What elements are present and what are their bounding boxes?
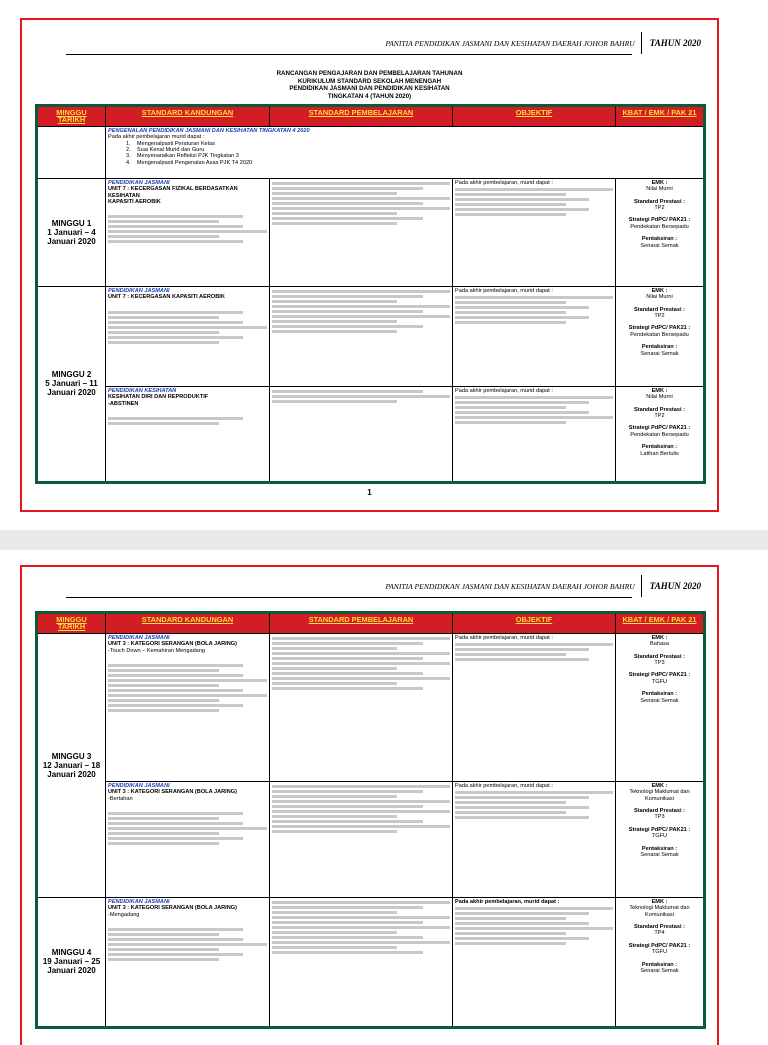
week-label: MINGGU 3: [51, 751, 92, 761]
tp-value: TP3: [654, 660, 665, 667]
pentaksiran-value: Senarai Semak: [640, 968, 679, 975]
pdpc-value: TGFU: [651, 833, 668, 840]
tp-value: TP3: [654, 814, 665, 821]
objektif-cell: [453, 178, 616, 286]
standard-pembelajaran-cell: [270, 633, 453, 781]
emk-value: Teknologi Maklumat dan Komunikasi: [629, 905, 690, 918]
objektif-cell: [453, 781, 616, 897]
standard-kandungan-cell: [106, 286, 270, 386]
standard-kandungan-cell: [106, 386, 270, 482]
intro-cell: [106, 126, 705, 178]
unit-label: KESIHATAN DIRI DAN REPRODUKTIF: [108, 394, 209, 401]
unit-label: UNIT 7 : KECERGASAN FIZIKAL BERDASATKAN KESIHATAN: [108, 186, 238, 199]
week-dates: 5 Januari – 11 Januari 2020: [45, 379, 98, 398]
objektif-lead: Pada akhir pembelajaran, murid dapat :: [455, 782, 553, 789]
table-row: [37, 178, 705, 286]
column-header-standard-kandungan: STANDARD KANDUNGAN: [106, 106, 270, 127]
column-header-standard-pembelajaran: STANDARD PEMBELAJARAN: [270, 613, 453, 634]
week-label: MINGGU 2: [51, 370, 92, 380]
column-header-standard-kandungan: STANDARD KANDUNGAN: [106, 613, 270, 634]
column-header-objektif: OBJEKTIF: [453, 613, 616, 634]
column-header-kbat: KBAT / EMK / PAK 21: [616, 613, 705, 634]
topic-label: -Mengadang: [108, 911, 140, 918]
subject-label: PENDIDIKAN JASMANI: [108, 287, 170, 294]
table-row-intro: [37, 126, 705, 178]
page-header: [386, 32, 702, 54]
topic-label: KAPASITI AEROBIK: [108, 199, 161, 206]
standard-pembelajaran-cell: [270, 897, 453, 1027]
title-line-4: TINGKATAN 4 (TAHUN 2020): [327, 92, 412, 100]
week-dates: 12 Januari – 18 Januari 2020: [42, 760, 101, 779]
subject-label: PENDIDIKAN JASMANI: [108, 782, 170, 789]
objektif-lead: Pada akhir pembelajaran, murid dapat :: [455, 898, 560, 905]
pdpc-value: TGFU: [651, 678, 668, 685]
standard-kandungan-cell: [106, 178, 270, 286]
tp-value: TP4: [654, 930, 665, 937]
list-item: 3. Menyenaraikan Refleksi PJK Tingkatan 3: [126, 153, 239, 160]
subject-label: PENDIDIKAN JASMANI: [108, 898, 170, 905]
topic-label: -Touch Down – Kemahiran Mengadang: [108, 647, 206, 654]
subject-label: PENDIDIKAN JASMANI: [108, 179, 170, 186]
list-item: 2. Suai Kenal Murid dan Guru: [126, 147, 205, 154]
list-item: 4. Mengenalpasti Pengenalan Asas PJK T4 2020: [126, 159, 253, 166]
lesson-plan-table-page-1: [35, 104, 706, 484]
kbat-cell: EMK : Bahasa Standard Prestasi : TP3 Strategi PdPC/ PAK21 : TGFU Pentaksiran : Senarai Semak: [616, 633, 705, 781]
intro-week-cell: [37, 126, 106, 178]
objektif-cell: [453, 633, 616, 781]
pentaksiran-value: Senarai Semak: [640, 242, 679, 249]
emk-value: Bahasa: [650, 641, 669, 648]
standard-pembelajaran-cell: [270, 286, 453, 386]
tp-value: TP2: [654, 313, 665, 320]
table-row: [37, 781, 705, 897]
unit-label: UNIT 7 : KECERGASAN KAPASITI AEROBIK: [108, 294, 225, 301]
tp-value: TP2: [654, 413, 665, 420]
column-header-week: MINGGU TARIKH: [37, 613, 106, 634]
week-cell: [37, 286, 106, 482]
intro-list: [108, 141, 701, 167]
intro-lead: Pada akhir pembelajaran murid dapat :: [108, 134, 205, 141]
topic-label: -ABSTINEN: [108, 400, 139, 407]
document-page-2: [20, 565, 719, 1045]
unit-label: UNIT 3 : KATEGORI SERANGAN (BOLA JARING): [108, 905, 237, 912]
pdpc-value: TGFU: [651, 949, 668, 956]
lesson-plan-table-page-2: [35, 611, 706, 1029]
table-header-row: [37, 106, 705, 127]
objektif-lead: Pada akhir pembelajaran, murid dapat :: [455, 179, 553, 186]
objektif-lead: Pada akhir pembelajaran, murid dapat :: [455, 287, 553, 294]
topic-label: -Bertahan: [108, 795, 133, 802]
objektif-cell: [453, 286, 616, 386]
week-cell: [37, 897, 106, 1027]
objektif-cell: [453, 897, 616, 1027]
header-rule: [66, 597, 632, 598]
document-title: [22, 70, 717, 100]
pdpc-value: Pendekatan Bersepadu: [630, 223, 689, 230]
page-separator: [0, 530, 768, 550]
unit-label: UNIT 3 : KATEGORI SERANGAN (BOLA JARING): [108, 641, 237, 648]
table-row: [37, 286, 705, 386]
kbat-cell: EMK : Teknologi Maklumat dan Komunikasi Standard Prestasi : TP4 Strategi PdPC/ PAK21 : TGFU Pentaksiran : Senarai Semak: [616, 897, 705, 1027]
table-header-row: [37, 613, 705, 634]
intro-heading: PENGENALAN PENDIDIKAN JASMANI DAN KESIHATAN TINGKATAN 4 2020: [108, 127, 310, 134]
table-row: [37, 386, 705, 482]
pentaksiran-value: Senarai Semak: [640, 350, 679, 357]
organization-name: PANITIA PENDIDIKAN JASMANI DAN KESIHATAN DAERAH JOHOR BAHRU: [385, 38, 635, 48]
title-line-1: RANCANGAN PENGAJARAN DAN PEMBELAJARAN TAHUNAN: [276, 70, 463, 77]
organization-name: PANITIA PENDIDIKAN JASMANI DAN KESIHATAN DAERAH JOHOR BAHRU: [385, 581, 635, 591]
pdpc-value: Pendekatan Bersepadu: [630, 431, 689, 438]
standard-pembelajaran-cell: [270, 178, 453, 286]
week-label: MINGGU 1: [51, 218, 92, 228]
kbat-cell: EMK : Nilai Murni Standard Prestasi : TP2 Strategi PdPC/ PAK21 : Pendekatan Bersepadu Pentaksiran : Senarai Semak: [616, 178, 705, 286]
pdpc-value: Pendekatan Bersepadu: [630, 331, 689, 338]
document-page-1: [20, 18, 719, 512]
unit-label: UNIT 3 : KATEGORI SERANGAN (BOLA JARING): [108, 789, 237, 796]
emk-value: Nilai Murni: [646, 186, 673, 193]
standard-pembelajaran-cell: [270, 781, 453, 897]
year-label: TAHUN 2020: [641, 32, 701, 54]
kbat-cell: EMK : Teknologi Maklumat dan Komunikasi Standard Prestasi : TP3 Strategi PdPC/ PAK21 : TGFU Pentaksiran : Senarai Semak: [616, 781, 705, 897]
objektif-cell: [453, 386, 616, 482]
week-dates: 1 Januari – 4 Januari 2020: [47, 227, 96, 246]
subject-label: PENDIDIKAN JASMANI: [108, 634, 170, 641]
column-header-objektif: OBJEKTIF: [453, 106, 616, 127]
pentaksiran-value: Senarai Semak: [640, 697, 679, 704]
objektif-lead: Pada akhir pembelajaran, murid dapat :: [455, 634, 553, 641]
page-header: [386, 575, 702, 597]
emk-value: Nilai Murni: [646, 394, 673, 401]
tp-value: TP2: [654, 205, 665, 212]
week-cell: [37, 633, 106, 897]
week-cell: [37, 178, 106, 286]
page-number: 1: [367, 488, 372, 497]
subject-label: PENDIDIKAN KESIHATAN: [108, 387, 177, 394]
standard-kandungan-cell: [106, 781, 270, 897]
title-line-3: PENDIDIKAN JASMANI DAN PENDIDIKAN KESIHATAN: [289, 85, 450, 93]
column-header-week: MINGGU TARIKH: [37, 106, 106, 127]
standard-kandungan-cell: [106, 633, 270, 781]
year-label: TAHUN 2020: [641, 575, 701, 597]
table-row: [37, 897, 705, 1027]
column-header-kbat: KBAT / EMK / PAK 21: [616, 106, 705, 127]
pentaksiran-value: Latihan Bertulis: [640, 450, 679, 457]
week-label: MINGGU 4: [51, 948, 92, 958]
header-rule: [66, 54, 632, 55]
kbat-cell: EMK : Nilai Murni Standard Prestasi : TP2 Strategi PdPC/ PAK21 : Pendekatan Bersepadu Pentaksiran : Senarai Semak: [616, 286, 705, 386]
week-dates: 19 Januari – 25 Januari 2020: [42, 957, 101, 976]
list-item: 1. Mengenalpasti Peraturan Kelas: [126, 140, 215, 147]
standard-kandungan-cell: [106, 897, 270, 1027]
pentaksiran-value: Senarai Semak: [640, 852, 679, 859]
table-row: [37, 633, 705, 781]
objektif-lead: Pada akhir pembelajaran, murid dapat :: [455, 387, 553, 394]
title-line-2: KURIKULUM STANDARD SEKOLAH MENENGAH: [297, 77, 442, 85]
column-header-standard-pembelajaran: STANDARD PEMBELAJARAN: [270, 106, 453, 127]
standard-pembelajaran-cell: [270, 386, 453, 482]
kbat-cell: EMK : Nilai Murni Standard Prestasi : TP2 Strategi PdPC/ PAK21 : Pendekatan Bersepadu Pentaksiran : Latihan Bertulis: [616, 386, 705, 482]
emk-value: Nilai Murni: [646, 294, 673, 301]
emk-value: Teknologi Maklumat dan Komunikasi: [629, 789, 690, 802]
